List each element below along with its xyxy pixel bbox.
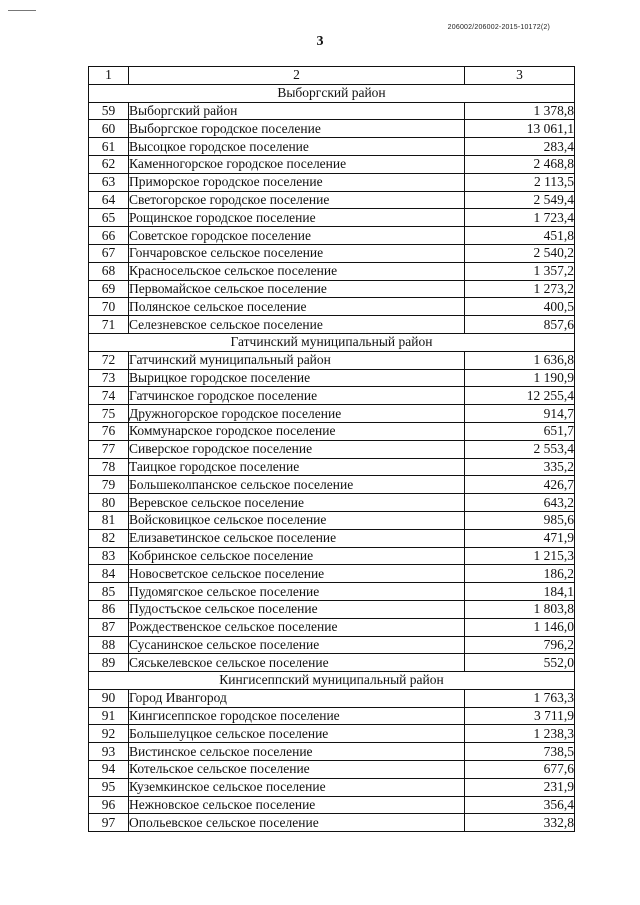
row-number: 66 xyxy=(89,227,129,245)
district-header-row xyxy=(89,672,575,690)
settlement-name: Сяськелевское сельское поселение xyxy=(129,654,465,672)
amount-value: 332,8 xyxy=(465,814,575,832)
amount-value: 1 238,3 xyxy=(465,725,575,743)
row-number: 84 xyxy=(89,565,129,583)
settlement-name: Вистинское сельское поселение xyxy=(129,743,465,761)
settlement-name: Полянское сельское поселение xyxy=(129,298,465,316)
settlement-name: Котельское сельское поселение xyxy=(129,761,465,779)
amount-value: 186,2 xyxy=(465,565,575,583)
table-row xyxy=(89,458,575,476)
row-number: 60 xyxy=(89,120,129,138)
amount-value: 1 723,4 xyxy=(465,209,575,227)
amount-value: 651,7 xyxy=(465,422,575,440)
amount-value: 2 549,4 xyxy=(465,191,575,209)
row-number: 75 xyxy=(89,405,129,423)
amount-value: 2 113,5 xyxy=(465,173,575,191)
settlement-name: Куземкинское сельское поселение xyxy=(129,778,465,796)
table-row xyxy=(89,707,575,725)
amount-value: 283,4 xyxy=(465,138,575,156)
amount-value: 12 255,4 xyxy=(465,387,575,405)
district-title: Кингисеппский муниципальный район xyxy=(89,672,575,690)
table-row xyxy=(89,600,575,618)
settlement-name: Рождественское сельское поселение xyxy=(129,618,465,636)
table-row xyxy=(89,636,575,654)
amount-value: 857,6 xyxy=(465,316,575,334)
table-row xyxy=(89,689,575,707)
allocation-table xyxy=(88,66,575,832)
amount-value: 796,2 xyxy=(465,636,575,654)
amount-value: 1 378,8 xyxy=(465,102,575,120)
district-header-row xyxy=(89,333,575,351)
table-row xyxy=(89,209,575,227)
amount-value: 13 061,1 xyxy=(465,120,575,138)
amount-value: 2 553,4 xyxy=(465,440,575,458)
amount-value: 231,9 xyxy=(465,778,575,796)
corner-scan-mark xyxy=(8,10,36,11)
amount-value: 1 190,9 xyxy=(465,369,575,387)
amount-value: 2 540,2 xyxy=(465,244,575,262)
table-row xyxy=(89,761,575,779)
settlement-name: Советское городское поселение xyxy=(129,227,465,245)
table-row xyxy=(89,814,575,832)
settlement-name: Кобринское сельское поселение xyxy=(129,547,465,565)
amount-value: 643,2 xyxy=(465,494,575,512)
row-number: 81 xyxy=(89,511,129,529)
amount-value: 677,6 xyxy=(465,761,575,779)
row-number: 88 xyxy=(89,636,129,654)
amount-value: 1 273,2 xyxy=(465,280,575,298)
settlement-name: Сиверское городское поселение xyxy=(129,440,465,458)
row-number: 78 xyxy=(89,458,129,476)
settlement-name: Елизаветинское сельское поселение xyxy=(129,529,465,547)
amount-value: 451,8 xyxy=(465,227,575,245)
settlement-name: Рощинское городское поселение xyxy=(129,209,465,227)
row-number: 90 xyxy=(89,689,129,707)
settlement-name: Кингисеппское городское поселение xyxy=(129,707,465,725)
district-title: Выборгский район xyxy=(89,84,575,102)
amount-value: 3 711,9 xyxy=(465,707,575,725)
settlement-name: Пудомягское сельское поселение xyxy=(129,583,465,601)
amount-value: 335,2 xyxy=(465,458,575,476)
settlement-name: Гончаровское сельское поселение xyxy=(129,244,465,262)
settlement-name: Выборгское городское поселение xyxy=(129,120,465,138)
row-number: 80 xyxy=(89,494,129,512)
row-number: 74 xyxy=(89,387,129,405)
table-row xyxy=(89,120,575,138)
row-number: 69 xyxy=(89,280,129,298)
table-body xyxy=(89,67,575,832)
settlement-name: Высоцкое городское поселение xyxy=(129,138,465,156)
table-row xyxy=(89,405,575,423)
row-number: 85 xyxy=(89,583,129,601)
row-number: 89 xyxy=(89,654,129,672)
row-number: 70 xyxy=(89,298,129,316)
row-number: 96 xyxy=(89,796,129,814)
settlement-name: Город Ивангород xyxy=(129,689,465,707)
table-row xyxy=(89,387,575,405)
table-row xyxy=(89,565,575,583)
table-row xyxy=(89,138,575,156)
row-number: 82 xyxy=(89,529,129,547)
settlement-name: Веревское сельское поселение xyxy=(129,494,465,512)
row-number: 64 xyxy=(89,191,129,209)
header-col-1: 1 xyxy=(89,67,129,85)
row-number: 93 xyxy=(89,743,129,761)
settlement-name: Вырицкое городское поселение xyxy=(129,369,465,387)
table-row xyxy=(89,743,575,761)
table-row xyxy=(89,298,575,316)
settlement-name: Новосветское сельское поселение xyxy=(129,565,465,583)
settlement-name: Дружногорское городское поселение xyxy=(129,405,465,423)
settlement-name: Большеколпанское сельское поселение xyxy=(129,476,465,494)
table-row xyxy=(89,369,575,387)
row-number: 68 xyxy=(89,262,129,280)
row-number: 59 xyxy=(89,102,129,120)
amount-value: 356,4 xyxy=(465,796,575,814)
table-row xyxy=(89,422,575,440)
table-row xyxy=(89,583,575,601)
amount-value: 1 803,8 xyxy=(465,600,575,618)
amount-value: 1 636,8 xyxy=(465,351,575,369)
amount-value: 426,7 xyxy=(465,476,575,494)
amount-value: 1 146,0 xyxy=(465,618,575,636)
row-number: 79 xyxy=(89,476,129,494)
amount-value: 738,5 xyxy=(465,743,575,761)
row-number: 87 xyxy=(89,618,129,636)
row-number: 72 xyxy=(89,351,129,369)
settlement-name: Коммунарское городское поселение xyxy=(129,422,465,440)
page-number: 3 xyxy=(316,34,324,49)
table-row xyxy=(89,529,575,547)
table-header-row xyxy=(89,67,575,85)
settlement-name: Первомайское сельское поселение xyxy=(129,280,465,298)
settlement-name: Селезневское сельское поселение xyxy=(129,316,465,334)
row-number: 97 xyxy=(89,814,129,832)
settlement-name: Опольевское сельское поселение xyxy=(129,814,465,832)
settlement-name: Пудостьское сельское поселение xyxy=(129,600,465,618)
table-row xyxy=(89,191,575,209)
header-col-2: 2 xyxy=(129,67,465,85)
settlement-name: Светогорское городское поселение xyxy=(129,191,465,209)
table-row xyxy=(89,244,575,262)
amount-value: 471,9 xyxy=(465,529,575,547)
table-row xyxy=(89,511,575,529)
settlement-name: Войсковицкое сельское поселение xyxy=(129,511,465,529)
settlement-name: Выборгский район xyxy=(129,102,465,120)
amount-value: 985,6 xyxy=(465,511,575,529)
table-row xyxy=(89,102,575,120)
table-row xyxy=(89,316,575,334)
row-number: 71 xyxy=(89,316,129,334)
row-number: 94 xyxy=(89,761,129,779)
table-row xyxy=(89,725,575,743)
table-row xyxy=(89,796,575,814)
table-row xyxy=(89,476,575,494)
settlement-name: Большелуцкое сельское поселение xyxy=(129,725,465,743)
amount-value: 914,7 xyxy=(465,405,575,423)
settlement-name: Каменногорское городское поселение xyxy=(129,155,465,173)
table-row xyxy=(89,778,575,796)
row-number: 77 xyxy=(89,440,129,458)
table-row xyxy=(89,440,575,458)
row-number: 95 xyxy=(89,778,129,796)
row-number: 61 xyxy=(89,138,129,156)
table-row xyxy=(89,654,575,672)
amount-value: 2 468,8 xyxy=(465,155,575,173)
table-row xyxy=(89,262,575,280)
row-number: 92 xyxy=(89,725,129,743)
table-row xyxy=(89,280,575,298)
district-title: Гатчинский муниципальный район xyxy=(89,333,575,351)
settlement-name: Сусанинское сельское поселение xyxy=(129,636,465,654)
table-row xyxy=(89,351,575,369)
document-id: 206002/206002-2015-10172(2) xyxy=(447,24,550,31)
row-number: 83 xyxy=(89,547,129,565)
row-number: 73 xyxy=(89,369,129,387)
row-number: 91 xyxy=(89,707,129,725)
table-row xyxy=(89,227,575,245)
table-row xyxy=(89,547,575,565)
amount-value: 552,0 xyxy=(465,654,575,672)
settlement-name: Гатчинский муниципальный район xyxy=(129,351,465,369)
amount-value: 1 357,2 xyxy=(465,262,575,280)
amount-value: 1 215,3 xyxy=(465,547,575,565)
settlement-name: Таицкое городское поселение xyxy=(129,458,465,476)
settlement-name: Гатчинское городское поселение xyxy=(129,387,465,405)
row-number: 62 xyxy=(89,155,129,173)
table-row xyxy=(89,494,575,512)
settlement-name: Красносельское сельское поселение xyxy=(129,262,465,280)
row-number: 63 xyxy=(89,173,129,191)
district-header-row xyxy=(89,84,575,102)
row-number: 67 xyxy=(89,244,129,262)
amount-value: 1 763,3 xyxy=(465,689,575,707)
amount-value: 400,5 xyxy=(465,298,575,316)
amount-value: 184,1 xyxy=(465,583,575,601)
table-row xyxy=(89,155,575,173)
settlement-name: Нежновское сельское поселение xyxy=(129,796,465,814)
row-number: 76 xyxy=(89,422,129,440)
header-col-3: 3 xyxy=(465,67,575,85)
settlement-name: Приморское городское поселение xyxy=(129,173,465,191)
table-row xyxy=(89,618,575,636)
row-number: 86 xyxy=(89,600,129,618)
table-row xyxy=(89,173,575,191)
row-number: 65 xyxy=(89,209,129,227)
